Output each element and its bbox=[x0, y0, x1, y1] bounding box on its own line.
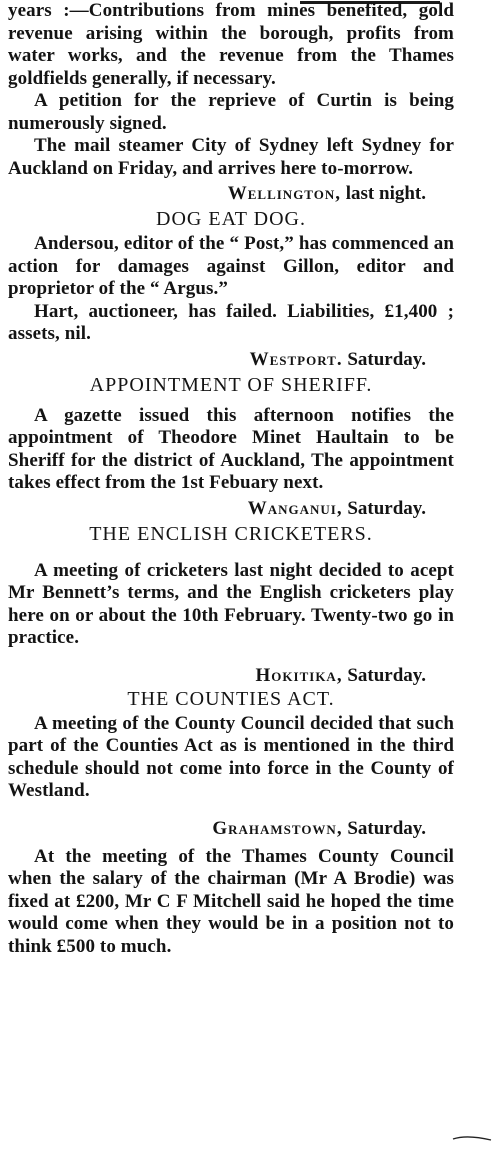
dateline-hokitika bbox=[8, 664, 454, 687]
newspaper-column bbox=[8, 0, 454, 958]
dateline-place: Westport. bbox=[249, 348, 343, 370]
dateline-place: Wellington, bbox=[227, 183, 341, 204]
headline-counties-act: THE COUNTIES ACT. bbox=[127, 687, 335, 710]
dateline-time: Saturday. bbox=[342, 497, 426, 519]
dateline-westport bbox=[8, 348, 454, 371]
headline-english-cricketers: THE ENCLISH CRICKETERS. bbox=[89, 522, 373, 545]
paragraph-curtin-petition: A petition for the reprieve of Curtin is being numerously signed. bbox=[8, 90, 454, 134]
paragraph-thames-council-salary: At the meeting of the Thames County Council when the salary of the chairman (Mr A Brodie) was fixed at £200, Mr C F Mitchell said he hoped the time would come when they would be in a position not to think £500 to much. bbox=[8, 845, 454, 957]
paragraph-cricketers-meeting: A meeting of cricketers last night decided to acept Mr Bennett’s terms, and the English cricketers play here on or about the 10th February. Twenty-two go in practice. bbox=[8, 559, 454, 648]
paragraph-county-council: A meeting of the County Council decided that such part of the Counties Act as is mentioned in the third schedule should not come into force in the County of Westland. bbox=[8, 712, 454, 801]
paragraph-mail-steamer: The mail steamer City of Sydney left Sydney for Auckland on Friday, and arrives here to-morrow. bbox=[8, 135, 454, 179]
dateline-place: Hokitika, bbox=[255, 664, 343, 686]
dateline-place: Grahamstown, bbox=[212, 817, 343, 839]
dateline-wanganui bbox=[8, 497, 454, 520]
paragraph-action-for-damages: Andersou, editor of the “ Post,” has commenced an action for damages against Gillon, editor and proprietor of the “ Argus.” bbox=[8, 233, 454, 299]
dateline-place: Wanganui, bbox=[247, 497, 343, 519]
dateline-wellington bbox=[8, 182, 454, 205]
paragraph-revenue-sources: years :—Contributions from mines benefited, gold revenue arising within the borough, profits from water works, and the revenue from the Thames goldfields generally, if necessary. bbox=[8, 0, 454, 89]
dateline-grahamstown bbox=[8, 817, 454, 840]
headline-dog-eat-dog: DOG EAT DOG. bbox=[156, 208, 306, 230]
paragraph-sheriff-appointment: A gazette issued this afternoon notifies the appointment of Theodore Minet Haultain to be Sheriff for the district of Auckland, The appointment takes effect from the 1st Febuary next. bbox=[8, 404, 454, 493]
dateline-time: last night. bbox=[341, 183, 426, 204]
dateline-time: Saturday. bbox=[342, 348, 426, 370]
spacer bbox=[8, 803, 454, 815]
dateline-time: Saturday. bbox=[342, 817, 426, 839]
dateline-time: Saturday. bbox=[342, 664, 426, 686]
end-flourish-mark bbox=[452, 1134, 492, 1142]
paragraph-auctioneer-failed: Hart, auctioneer, has failed. Liabilities, £1,400 ; assets, nil. bbox=[8, 300, 454, 344]
headline-appointment-of-sheriff: APPOINTMENT OF SHERIFF. bbox=[89, 373, 373, 396]
spacer bbox=[8, 650, 454, 662]
